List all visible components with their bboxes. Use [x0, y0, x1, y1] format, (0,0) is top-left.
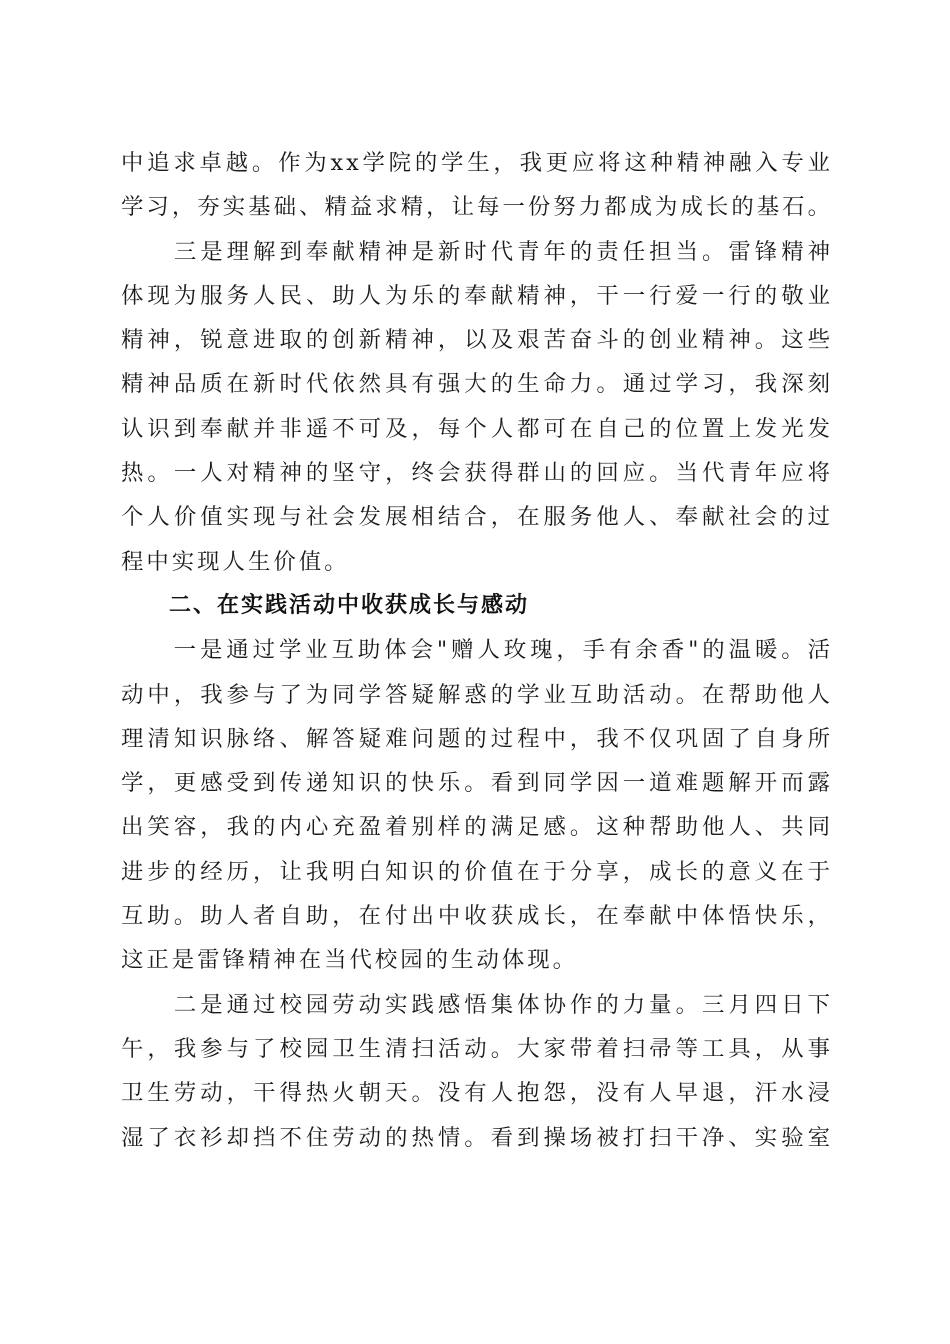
- text-line-10: 程中实现人生价值。: [121, 548, 350, 575]
- text-line-9: 个人价值实现与社会发展相结合，在服务他人、奉献社会的过: [121, 504, 833, 531]
- text-line-23: 湿了衣衫却挡不住劳动的热情。看到操场被打扫干净、实验室: [121, 1124, 833, 1151]
- text-line-13: 动中，我参与了为同学答疑解惑的学业互助活动。在帮助他人: [121, 681, 833, 708]
- text-line-8: 热。一人对精神的坚守，终会获得群山的回应。当代青年应将: [121, 460, 833, 487]
- text-line-12: 一是通过学业互助体会"赠人玫瑰，手有余香"的温暖。活: [121, 637, 833, 664]
- text-line-1: 中追求卓越。作为xx学院的学生，我更应将这种精神融入专业: [121, 150, 833, 176]
- text-line-2: 学习，夯实基础、精益求精，让每一份努力都成为成长的基石。: [121, 194, 833, 221]
- text-line-7: 认识到奉献并非遥不可及，每个人都可在自己的位置上发光发: [121, 415, 833, 442]
- text-line-19: 这正是雷锋精神在当代校园的生动体现。: [121, 947, 579, 974]
- text-line-22: 卫生劳动，干得热火朝天。没有人抱怨，没有人早退，汗水浸: [121, 1080, 833, 1107]
- text-line-17: 进步的经历，让我明白知识的价值在于分享，成长的意义在于: [121, 858, 833, 885]
- document-body: [121, 141, 833, 1160]
- text-line-18: 互助。助人者自助，在付出中收获成长，在奉献中体悟快乐，: [121, 903, 833, 930]
- text-line-16: 出笑容，我的内心充盈着别样的满足感。这种帮助他人、共同: [121, 814, 833, 841]
- text-line-20: 二是通过校园劳动实践感悟集体协作的力量。三月四日下: [121, 991, 833, 1018]
- text-line-15: 学，更感受到传递知识的快乐。看到同学因一道难题解开而露: [121, 770, 833, 797]
- text-line-6: 精神品质在新时代依然具有强大的生命力。通过学习，我深刻: [121, 371, 833, 398]
- section-heading: 二、在实践活动中收获成长与感动: [121, 592, 530, 618]
- text-line-5: 精神，锐意进取的创新精神，以及艰苦奋斗的创业精神。这些: [121, 327, 833, 354]
- text-line-3: 三是理解到奉献精神是新时代青年的责任担当。雷锋精神: [121, 238, 833, 265]
- text-line-21: 午，我参与了校园卫生清扫活动。大家带着扫帚等工具，从事: [121, 1035, 833, 1062]
- text-line-4: 体现为服务人民、助人为乐的奉献精神，干一行爱一行的敬业: [121, 282, 833, 309]
- text-line-14: 理清知识脉络、解答疑难问题的过程中，我不仅巩固了自身所: [121, 725, 833, 752]
